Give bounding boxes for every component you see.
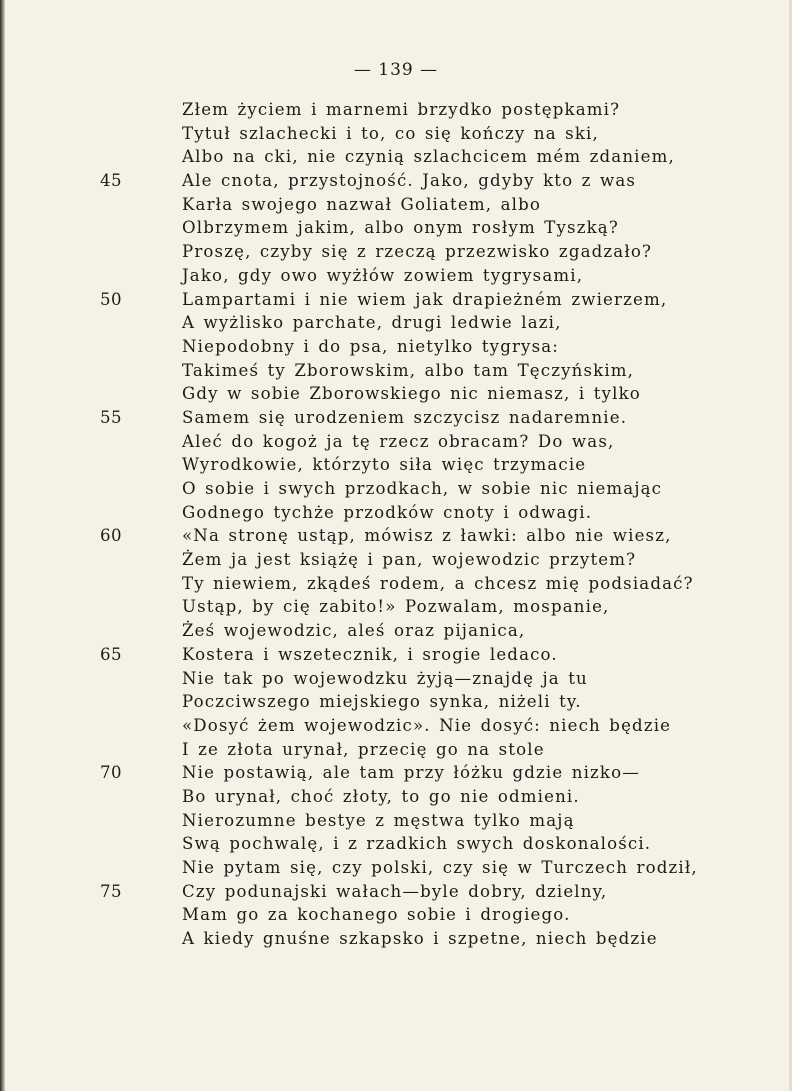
verse-text: Olbrzymem jakim, albo onym rosłym Tyszką? xyxy=(182,218,619,238)
poem-line xyxy=(140,595,780,619)
verse-text: «Na stronę ustąp, mówisz z ławki: albo nie wiesz, xyxy=(182,526,672,546)
verse-text: Ale cnota, przystojność. Jako, gdyby kto z was xyxy=(182,171,637,191)
verse-text: Żeś wojewodzic, aleś oraz pijanica, xyxy=(182,621,526,641)
line-number: 70 xyxy=(100,763,123,783)
verse-text: Nie tak po wojewodzku żyją—znajdę ja tu xyxy=(182,668,588,688)
verse-text: Wyrodkowie, którzyto siła więc trzymacie xyxy=(182,455,587,475)
page-binding-edge xyxy=(0,0,5,1091)
poem-line xyxy=(140,264,780,288)
verse-text: I ze złota urynał, przecię go na stole xyxy=(182,739,545,759)
verse-text: Żem ja jest książę i pan, wojewodzic przytem? xyxy=(182,550,637,570)
verse-text: «Dosyć żem wojewodzic». Nie dosyć: niech będzie xyxy=(182,715,672,735)
poem-line xyxy=(140,572,780,596)
poem-line xyxy=(140,335,780,359)
verse-text: A wyżlisko parchate, drugi ledwie lazi, xyxy=(182,313,562,333)
verse-text: Aleć do kogoż ja tę rzecz obracam? Do was, xyxy=(182,431,615,451)
poem-line xyxy=(140,145,780,169)
line-number: 45 xyxy=(100,171,123,191)
poem-line xyxy=(140,785,780,809)
verse-text: Gdy w sobie Zborowskiego nic niemasz, i tylko xyxy=(182,384,641,404)
poem-line xyxy=(140,359,780,383)
poem-line xyxy=(140,430,780,454)
line-number: 50 xyxy=(100,289,123,309)
poem-line xyxy=(100,643,780,667)
verse-text: Nie postawią, ale tam przy łóżku gdzie nizko— xyxy=(182,763,641,783)
poem-text-block xyxy=(100,98,780,951)
line-number: 75 xyxy=(100,881,123,901)
verse-text: Godnego tychże przodków cnoty i odwagi. xyxy=(182,502,593,522)
poem-line xyxy=(100,288,780,312)
poem-line xyxy=(140,453,780,477)
poem-line xyxy=(100,761,780,785)
verse-text: Mam go za kochanego sobie i drogiego. xyxy=(182,905,571,925)
line-number: 60 xyxy=(100,526,123,546)
verse-text: Ustąp, by cię zabito!» Pozwalam, mospanie, xyxy=(182,597,610,617)
poem-line xyxy=(100,406,780,430)
verse-text: Albo na cki, nie czynią szlachcicem mém zdaniem, xyxy=(182,147,675,167)
verse-text: A kiedy gnuśne szkapsko i szpetne, niech będzie xyxy=(182,929,658,949)
poem-line xyxy=(140,714,780,738)
verse-text: Lampartami i nie wiem jak drapieżném zwierzem, xyxy=(182,289,668,309)
poem-line xyxy=(140,832,780,856)
poem-line xyxy=(100,524,780,548)
verse-text: Nie pytam się, czy polski, czy się w Turczech rodził, xyxy=(182,858,698,877)
verse-text: Tytuł szlachecki i to, co się kończy na ski, xyxy=(182,123,599,143)
poem-line xyxy=(140,382,780,406)
verse-text: Jako, gdy owo wyżłów zowiem tygrysami, xyxy=(182,265,584,285)
poem-line xyxy=(140,122,780,146)
verse-text: Czy podunajski wałach—byle dobry, dzielny, xyxy=(182,881,608,901)
verse-text: Takimeś ty Zborowskim, albo tam Tęczyńskim, xyxy=(182,360,635,380)
verse-text: Bo urynał, choć złoty, to go nie odmieni. xyxy=(182,786,580,806)
poem-line xyxy=(140,738,780,762)
poem-line xyxy=(140,240,780,264)
poem-line xyxy=(140,193,780,217)
line-number: 55 xyxy=(100,407,123,427)
line-number: 65 xyxy=(100,644,123,664)
page-number: — 139 — xyxy=(353,60,439,80)
poem-line xyxy=(140,903,780,927)
poem-line xyxy=(140,216,780,240)
poem-line xyxy=(140,477,780,501)
poem-line xyxy=(100,169,780,193)
poem-line xyxy=(100,880,780,904)
poem-line xyxy=(140,548,780,572)
verse-text: Ty niewiem, zkądeś rodem, a chcesz mię podsiadać? xyxy=(182,573,694,593)
poem-line xyxy=(140,311,780,335)
verse-text: Złem życiem i marnemi brzydko postępkami? xyxy=(182,100,621,119)
verse-text: O sobie i swych przodkach, w sobie nic niemając xyxy=(182,479,663,498)
poem-line xyxy=(140,619,780,643)
poem-line xyxy=(140,98,780,122)
verse-text: Nierozumne bestye z męstwa tylko mają xyxy=(182,810,575,830)
verse-text: Kostera i wszetecznik, i srogie ledaco. xyxy=(182,644,558,664)
poem-line xyxy=(140,856,780,880)
verse-text: Karła swojego nazwał Goliatem, albo xyxy=(182,194,541,214)
poem-line xyxy=(140,501,780,525)
verse-text: Poczciwszego miejskiego synka, niżeli ty. xyxy=(182,692,582,712)
poem-line xyxy=(140,667,780,691)
verse-text: Samem się urodzeniem szczycisz nadaremnie. xyxy=(182,407,628,427)
verse-text: Proszę, czyby się z rzeczą przezwisko zgadzało? xyxy=(182,242,653,262)
verse-text: Swą pochwalę, i z rzadkich swych doskonalości. xyxy=(182,834,652,854)
poem-line xyxy=(140,927,780,951)
poem-line xyxy=(140,690,780,714)
verse-text: Niepodobny i do psa, nietylko tygrysa: xyxy=(182,336,560,356)
poem-line xyxy=(140,809,780,833)
